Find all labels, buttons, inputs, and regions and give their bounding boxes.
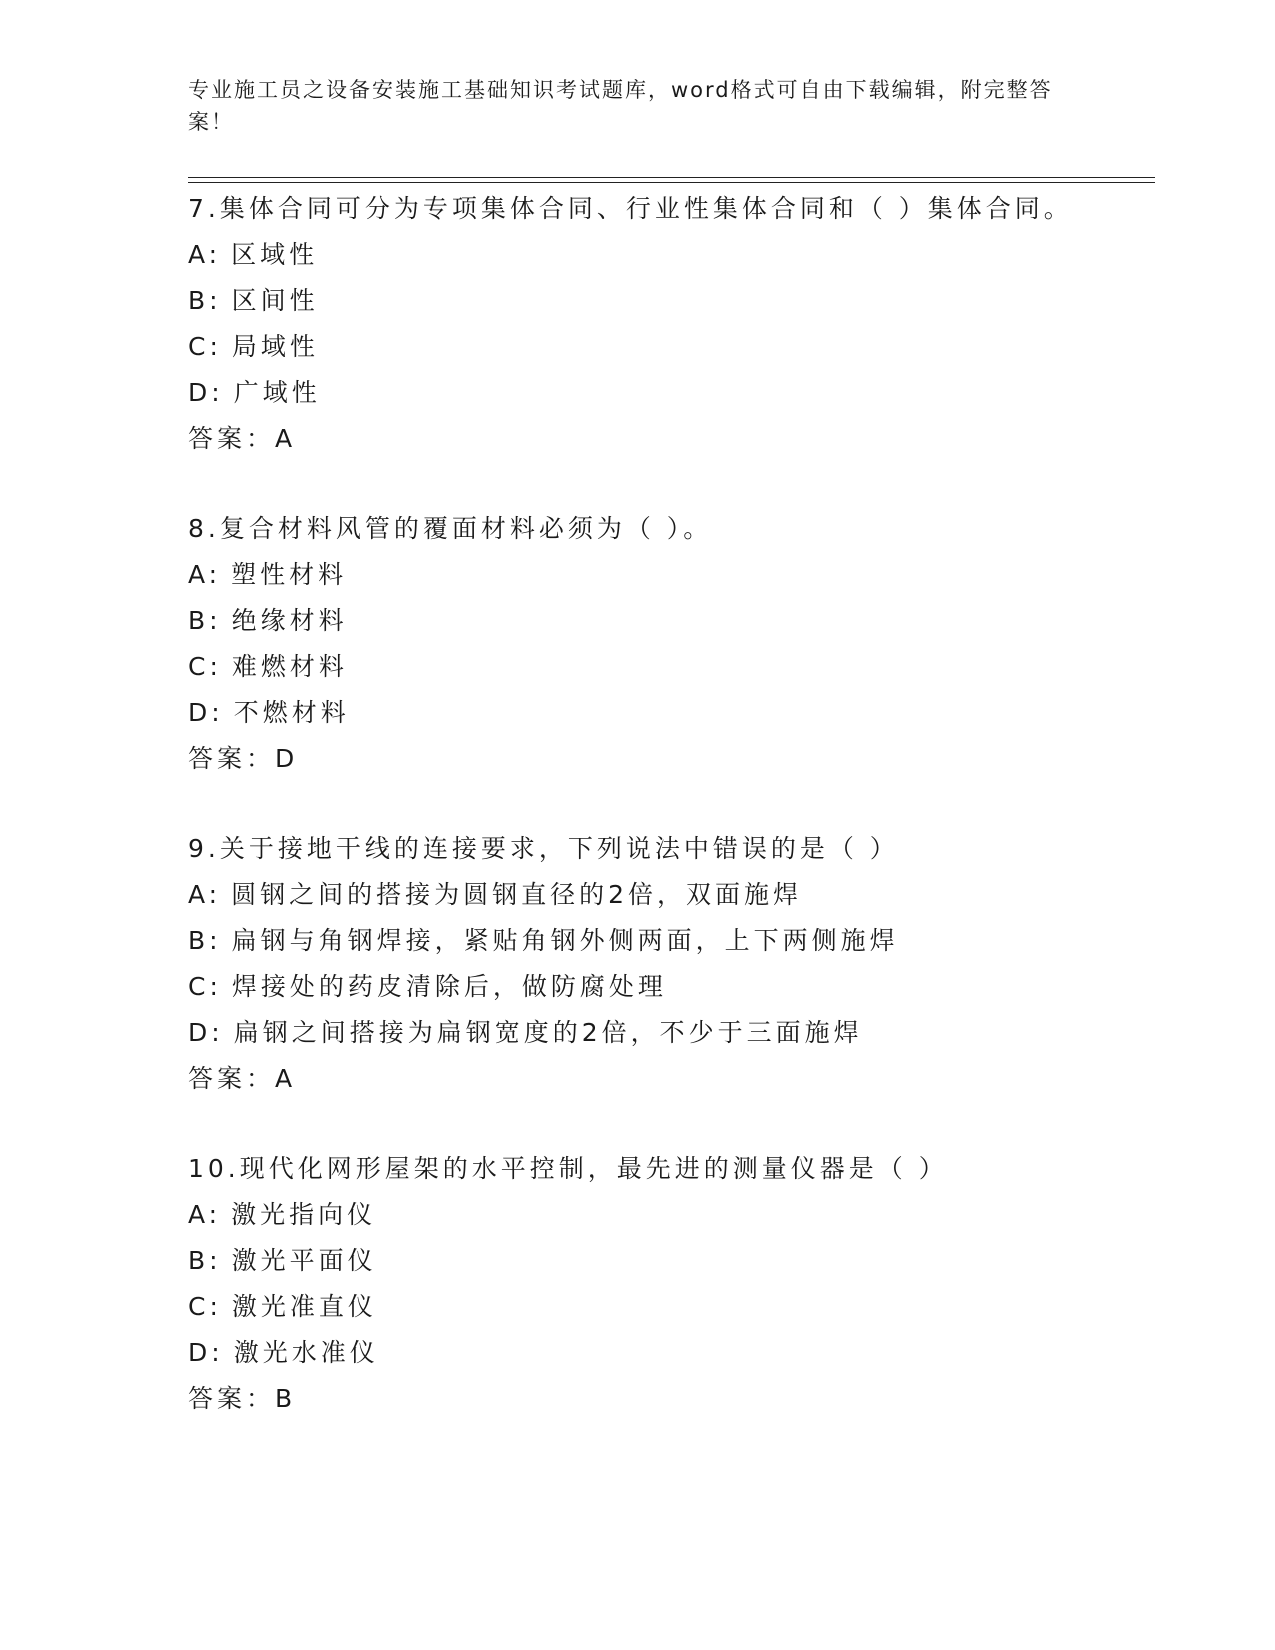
- option-text: 激光水准仪: [233, 1338, 379, 1367]
- option-letter: A:: [188, 1200, 222, 1229]
- option-letter: B:: [188, 926, 222, 955]
- header-divider-bottom: [188, 182, 1155, 183]
- option-text: 广域性: [233, 378, 321, 407]
- question-block: [188, 186, 1168, 462]
- option-text: 绝缘材料: [231, 606, 348, 635]
- option-text: 塑性材料: [231, 560, 348, 589]
- option-b: [188, 278, 1168, 324]
- option-a: [188, 1192, 1168, 1238]
- question-block: [188, 826, 1168, 1102]
- option-d: [188, 690, 1168, 736]
- option-text: 激光指向仪: [231, 1200, 377, 1229]
- option-b: [188, 918, 1168, 964]
- option-b: [188, 1238, 1168, 1284]
- option-c: [188, 964, 1168, 1010]
- option-text: 扁钢与角钢焊接，紧贴角钢外侧两面，上下两侧施焊: [231, 926, 899, 955]
- question-stem: 7.集体合同可分为专项集体合同、行业性集体合同和（ ）集体合同。: [188, 194, 1073, 223]
- option-a: [188, 552, 1168, 598]
- option-letter: C:: [188, 332, 222, 361]
- option-letter: B:: [188, 1246, 222, 1275]
- option-letter: B:: [188, 606, 222, 635]
- option-letter: D:: [188, 1338, 224, 1367]
- option-text: 区域性: [231, 240, 319, 269]
- option-d: [188, 370, 1168, 416]
- option-text: 难燃材料: [231, 652, 348, 681]
- answer-line: 答案：D: [188, 744, 299, 773]
- option-d: [188, 1010, 1168, 1056]
- option-a: [188, 232, 1168, 278]
- option-letter: D:: [188, 378, 224, 407]
- option-a: [188, 872, 1168, 918]
- question-stem: 9.关于接地干线的连接要求，下列说法中错误的是（ ）: [188, 834, 899, 863]
- option-letter: D:: [188, 698, 224, 727]
- answer-line: 答案：A: [188, 424, 297, 453]
- question-stem: 8.复合材料风管的覆面材料必须为（ ）。: [188, 514, 713, 543]
- option-text: 焊接处的药皮清除后，做防腐处理: [231, 972, 667, 1001]
- question-block: [188, 1146, 1168, 1422]
- option-letter: A:: [188, 240, 222, 269]
- option-letter: B:: [188, 286, 222, 315]
- answer-line: 答案：B: [188, 1384, 297, 1413]
- option-letter: C:: [188, 1292, 222, 1321]
- document-header: 专业施工员之设备安装施工基础知识考试题库，word格式可自由下载编辑，附完整答案！: [188, 78, 1053, 134]
- answer-line: 答案：A: [188, 1064, 297, 1093]
- option-letter: C:: [188, 972, 222, 1001]
- option-text: 局域性: [231, 332, 319, 361]
- option-letter: A:: [188, 560, 222, 589]
- option-c: [188, 644, 1168, 690]
- option-c: [188, 1284, 1168, 1330]
- option-b: [188, 598, 1168, 644]
- option-text: 激光平面仪: [231, 1246, 377, 1275]
- option-d: [188, 1330, 1168, 1376]
- option-text: 不燃材料: [233, 698, 350, 727]
- option-text: 扁钢之间搭接为扁钢宽度的2倍，不少于三面施焊: [233, 1018, 863, 1047]
- option-c: [188, 324, 1168, 370]
- option-text: 区间性: [231, 286, 319, 315]
- option-letter: C:: [188, 652, 222, 681]
- option-letter: D:: [188, 1018, 224, 1047]
- header-divider-top: [188, 177, 1155, 178]
- option-letter: A:: [188, 880, 222, 909]
- question-block: [188, 506, 1168, 782]
- question-stem: 10.现代化网形屋架的水平控制，最先进的测量仪器是（ ）: [188, 1154, 948, 1183]
- option-text: 激光准直仪: [231, 1292, 377, 1321]
- option-text: 圆钢之间的搭接为圆钢直径的2倍，双面施焊: [231, 880, 803, 909]
